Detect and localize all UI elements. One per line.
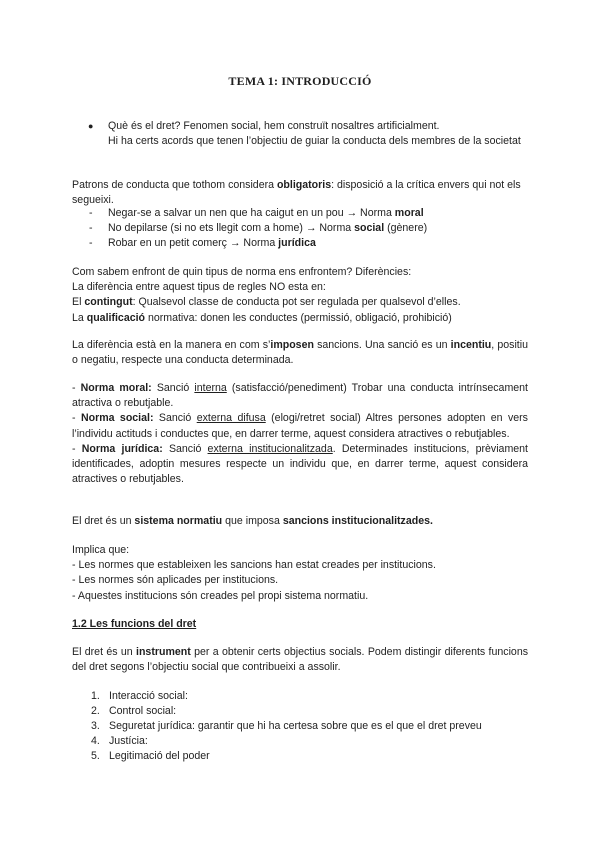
funcions-post: per a obtenir certs objectius socials. Podem distingir diferents funcions del dret segons l’objectiu social que contribueixi a assolir. [72, 646, 529, 674]
diferencies-line-2: La diferència entre aquest tipus de regles NO esta en: [72, 281, 326, 294]
list-item-text: Legitimació del poder [109, 750, 210, 762]
norma-juridica [72, 442, 528, 488]
list-item-pre: No depilarse (si no ets llegit com a home) → Norma [108, 222, 355, 234]
list-number: 4. [91, 735, 100, 747]
list-item-text: Justícia: [109, 735, 148, 747]
list-item-pre: Robar en un petit comerç → Norma [108, 237, 279, 249]
list-item-text [108, 206, 424, 221]
implica-item: - Les normes són aplicades per institucions. [72, 574, 279, 587]
sancions-bold-1: imposen [270, 339, 314, 351]
norma-label: Norma moral: [80, 382, 152, 394]
l4-pre: La [72, 311, 87, 324]
norma-underlined: externa difusa [196, 412, 266, 425]
norma-pre: Sanció [162, 442, 208, 455]
list-item-text: Control social: [109, 705, 177, 717]
diferencies-question: Com sabem enfront de quin tipus de norma ens enfrontem? Diferències: [72, 266, 412, 278]
patrons-post: : disposició a la crítica envers qui not els segueixi. [72, 179, 521, 207]
diferencies-line-4 [72, 311, 528, 326]
norma-underlined: externa institucionalitzada [207, 442, 333, 455]
sistema-bold-1: sistema normatiu [134, 515, 223, 527]
sancions-mid: sancions. Una sanció es un [313, 339, 451, 351]
list-item-bold: jurídica [278, 237, 316, 249]
funcions-bold: instrument [136, 646, 191, 658]
implica-paragraph [72, 543, 528, 604]
list-number: 3. [91, 720, 100, 732]
bullet-marker: ● [88, 121, 94, 131]
patrons-paragraph [72, 178, 528, 208]
sistema-mid: que imposa [222, 515, 283, 527]
list-number: 1. [91, 690, 100, 702]
list-number: 5. [91, 750, 100, 762]
list-item-text [108, 236, 316, 251]
dash-marker: - [89, 207, 93, 219]
sistema-paragraph [72, 514, 528, 529]
norma-prefix: - [72, 412, 81, 425]
l4-post: normativa: donen les conductes (permissió, obligació, prohibició) [145, 311, 452, 324]
bullet-line-2: Hi ha certs acords que tenen l’objectiu de guiar la conducta dels membres de la societat [108, 135, 521, 148]
implica-item: - Les normes que estableixen les sancions han estat creades per institucions. [72, 559, 436, 572]
l3-post: : Qualsevol classe de conducta pot ser regulada per qualsevol d’elles. [132, 296, 461, 309]
dash-marker: - [89, 237, 93, 249]
sancions-paragraph [72, 338, 528, 368]
patrons-pre: Patrons de conducta que tothom considera [72, 179, 277, 191]
normes-list [72, 381, 528, 487]
implica-item: - Aquestes institucions són creades pel propi sistema normatiu. [72, 589, 369, 602]
list-item-text [108, 221, 427, 236]
list-item-pre: Negar-se a salvar un nen que ha caigut en un pou → Norma [108, 207, 395, 219]
list-item-text: Interacció social: [109, 690, 188, 702]
list-item-post: (gènere) [384, 222, 428, 234]
norma-post: . Determinades institucions, prèviament identificades, adoptin mesures respecte un individu que, en darrer terme, aquest considera atractives o rebutjables. [72, 442, 528, 486]
dash-marker: - [89, 222, 93, 234]
sistema-bold-2: sancions institucionalitzades. [282, 515, 433, 527]
norma-post: (satisfacció/penediment) Trobar una conducta intrínsecament atractiva o rebutjable. [72, 382, 528, 410]
section-heading: 1.2 Les funcions del dret [72, 618, 197, 630]
implica-head: Implica que: [72, 544, 130, 556]
norma-pre: Sanció [153, 412, 197, 425]
list-item-text: Seguretat jurídica: garantir que hi ha certesa sobre que es el que el dret preveu [109, 720, 482, 732]
norma-prefix: - [72, 442, 82, 455]
sancions-pre: La diferència està en la manera en com s’ [72, 339, 271, 351]
norma-post: (elogi/retret social) Altres persones adopten en vers l’individu actituds i conductes que, en darrer terme, aquest considera atractives o rebutjables. [72, 412, 528, 440]
l3-bold: contingut [84, 296, 133, 309]
norma-prefix: - [72, 382, 81, 394]
l4-bold: qualificació [86, 311, 146, 324]
bullet-line-1: Què és el dret? Fenomen social, hem construït nosaltres artificialment. [108, 120, 440, 132]
page-title: TEMA 1: INTRODUCCIÓ [228, 74, 372, 88]
diferencies-paragraph [72, 265, 528, 326]
sistema-pre: El dret és un [72, 515, 135, 527]
norma-label: Norma jurídica: [81, 442, 163, 455]
funcions-pre: El dret és un [72, 646, 137, 658]
patrons-bold: obligatoris [276, 179, 332, 191]
norma-underlined: interna [194, 382, 227, 394]
norma-label: Norma social: [80, 412, 154, 425]
bullet-text [108, 119, 528, 149]
diferencies-line-3 [72, 295, 528, 310]
norma-moral [72, 381, 528, 411]
funcions-paragraph [72, 645, 528, 675]
norma-social [72, 411, 528, 441]
l3-pre: El [72, 296, 85, 309]
sancions-post: , positiu o negatiu, respecte una conducta determinada. [72, 339, 529, 367]
list-number: 2. [91, 705, 100, 717]
list-item-bold: moral [394, 207, 424, 219]
sancions-bold-2: incentiu [450, 339, 492, 351]
norma-pre: Sanció [151, 382, 195, 394]
list-item-bold: social [354, 222, 385, 234]
